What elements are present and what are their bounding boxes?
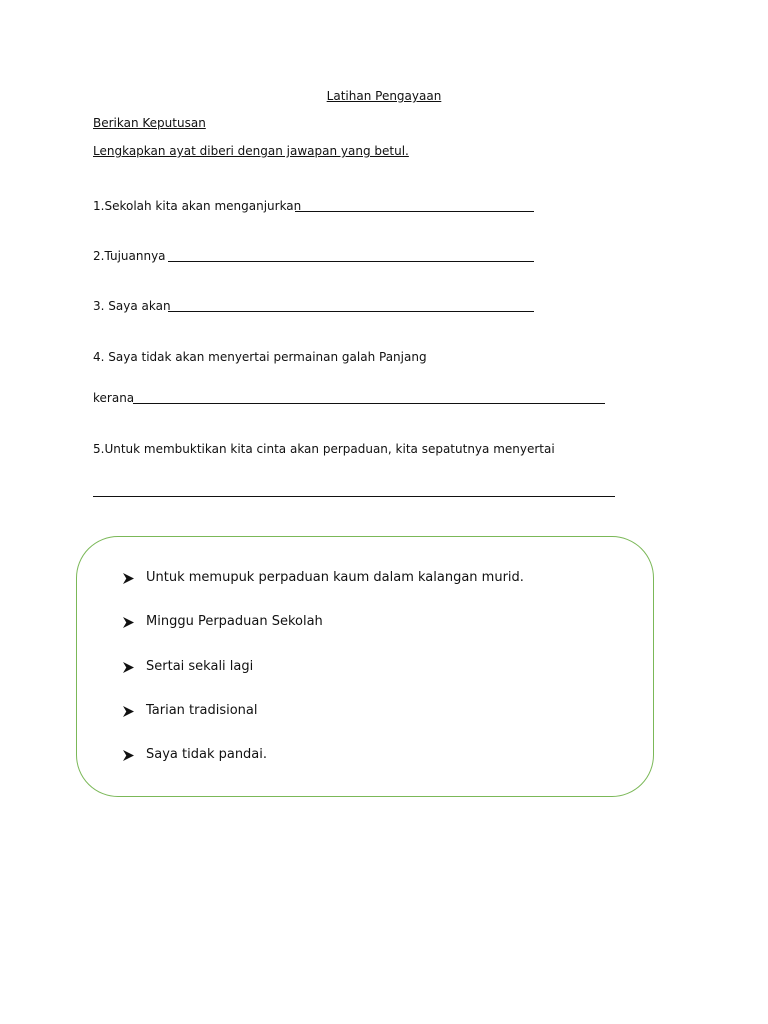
worksheet-title: Latihan Pengayaan [326,89,442,103]
answer-option-label: Minggu Perpaduan Sekolah [146,614,323,629]
answer-option-label: Saya tidak pandai. [146,747,268,762]
answer-blank-4[interactable] [133,403,605,404]
answer-blank-2[interactable] [168,261,534,262]
question-4: 4. Saya tidak akan menyertai permainan galah Panjang [93,350,427,364]
arrow-bullet-icon [123,573,134,584]
arrow-bullet-icon [123,617,134,628]
answer-option [123,746,267,764]
question-3: 3. Saya akan [93,299,171,313]
question-4-continuation: kerana [93,391,135,405]
instruction-text: Lengkapkan ayat diberi dengan jawapan yang betul. [93,144,409,158]
arrow-bullet-icon [123,662,134,673]
answer-option [123,702,257,720]
answer-option [123,613,323,631]
answer-blank-3[interactable] [168,311,534,312]
question-1: 1.Sekolah kita akan menganjurkan [93,199,302,213]
section-subheading: Berikan Keputusan [93,116,206,130]
question-2: 2.Tujuannya [93,249,166,263]
answer-option-label: Untuk memupuk perpaduan kaum dalam kalangan murid. [146,570,524,585]
arrow-bullet-icon [123,750,134,761]
answer-blank-1[interactable] [295,211,534,212]
question-5: 5.Untuk membuktikan kita cinta akan perpaduan, kita sepatutnya menyertai [93,442,555,456]
arrow-bullet-icon [123,706,134,717]
answer-option-label: Tarian tradisional [146,703,258,718]
answer-option [123,569,524,587]
answer-option [123,658,253,676]
answer-option-label: Sertai sekali lagi [146,659,254,674]
answer-blank-5[interactable] [93,496,615,497]
